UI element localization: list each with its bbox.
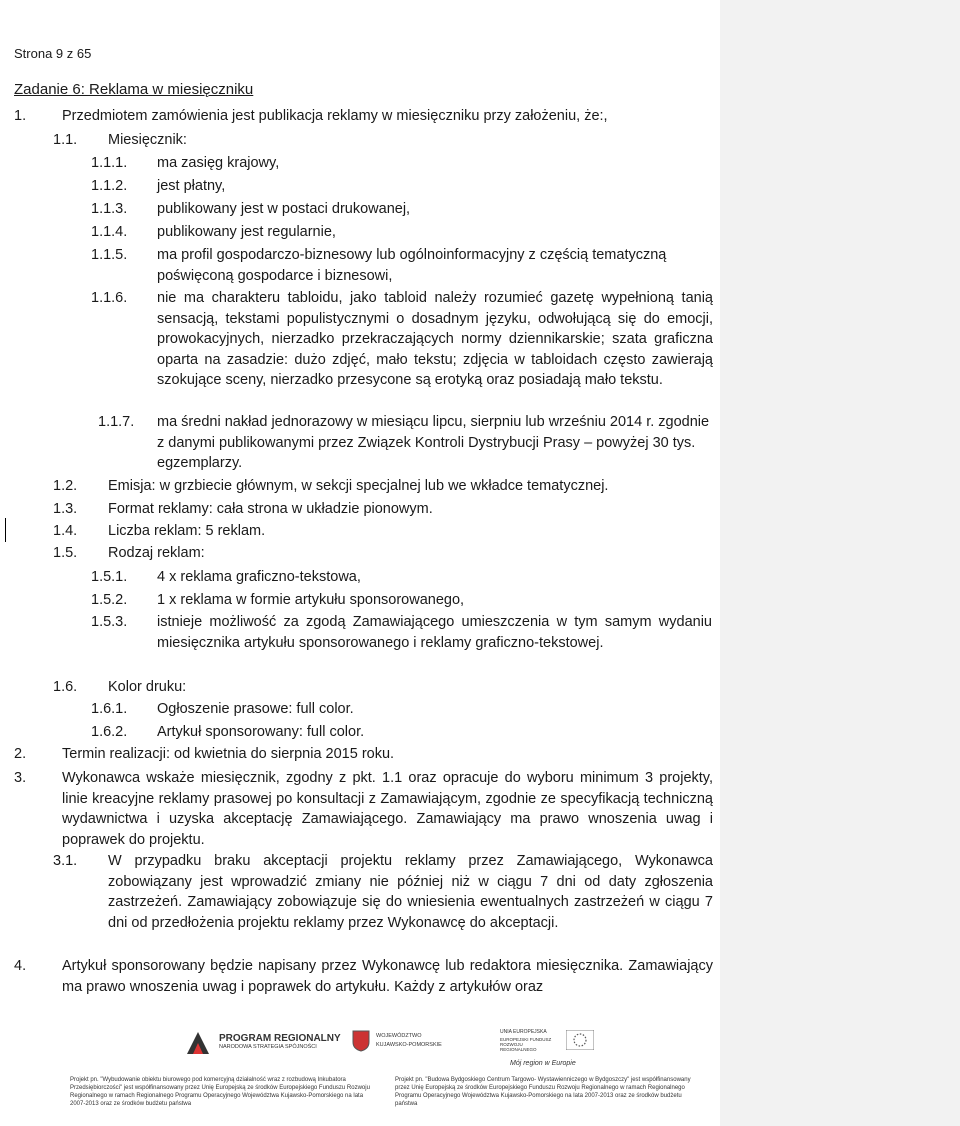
slogan-text: Mój region w Europie [510,1060,576,1067]
comment-margin-pane [720,0,960,1126]
item-text: ma profil gospodarczo-biznesowy lub ogólnoinformacyjny z częścią tematyczną poświęconą gospodarce i biznesowi, [157,247,667,284]
item-number: 1.4. [53,523,78,539]
item-text: 4 x reklama graficzno-tekstowa, [157,569,361,585]
item-text: Ogłoszenie prasowe: full color. [157,701,354,717]
eu-flag-icon [566,1030,594,1050]
item-text: istnieje możliwość za zgodą Zamawiającego umieszczenia w tym samym wydaniu miesięcznika artykułu sponsorowanego i reklamy graficzno-tekstowej. [157,614,712,651]
page-number: Strona 9 z 65 [14,46,92,61]
item-number: 1.5.1. [91,569,128,585]
item-number: 1.5.3. [91,614,128,630]
item-number: 4. [14,958,27,974]
item-text: Miesięcznik: [108,132,187,148]
item-number: 1.1.4. [91,224,128,240]
item-number: 1.1.1. [91,155,128,171]
item-text: publikowany jest w postaci drukowanej, [157,201,411,217]
item-text: Wykonawca wskaże miesięcznik, zgodny z pkt. 1.1 oraz opracuje do wyboru minimum 3 projekty, linie kreacyjne reklamy prasowej po konsultacji z Zamawiającym, zgodnie ze specyfikacją techniczną wydawnictwa i uzyska akceptację Zamawiającego. Zamawiający ma prawo wnoszenia uwag i poprawek do projektu. [62,770,713,848]
program-flag-icon [185,1030,211,1056]
region-logo [352,1030,446,1052]
task-title: Zadanie 6: Reklama w miesięczniku [14,81,254,98]
item-text: W przypadku braku akceptacji projektu reklamy przez Zamawiającego, Wykonawca zobowiązany jest wprowadzić zmiany nie później niż w ciągu 7 dni od daty zgłoszenia zastrzeżeń. Zamawiający zobowiązuje się do wniesienia ewentualnych zastrzeżeń w ciągu 7 dni od przedłożenia projektu reklamy przez Wykonawcę do akceptacji. [108,853,713,931]
item-number: 1.1.7. [98,414,135,430]
item-text: ma średni nakład jednorazowy w miesiącu lipcu, sierpniu lub wrześniu 2014 r. zgodnie z danymi publikowanymi przez Związek Kontroli Dystrybucji Prasy – powyżej 30 tys. egzemplarzy. [157,414,710,471]
project-note-left: Projekt pn. "Wybudowanie obiektu biurowego pod komercyjną działalność wraz z rozbudową Inkubatora Przedsiębiorczości" jest współfinansowany przez Unię Europejską ze środków Europejskiego Funduszu Rozwoju Regionalnego w ramach Regionalnego Programu Operacyjnego Województwa Kujawsko-Pomorskiego na lata 2007-2013 oraz ze środków budżetu państwa [70,1077,370,1107]
item-text: ma zasięg krajowy, [157,155,280,171]
item-number: 2. [14,746,27,762]
region-logo-text: WOJEWÓDZTWO KUJAWSKO-POMORSKIE [376,1033,442,1048]
item-text: nie ma charakteru tabloidu, jako tabloid należy rozumieć gazetę wypełnioną tanią sensacją, tekstami populistycznymi o dosadnym języku, odwołującą się do emocji, prowokacyjnych, nierzadko przekraczających normy dziennikarskie; szata graficzna oparta na zasadzie: dużo zdjęć, mało tekstu; zdjęcia w tabloidach często zawierają szokujące sceny, nierzadko przesycone są erotyką oraz posiadają mało tekstu. [157,290,713,388]
item-number: 1. [14,108,27,124]
item-number: 1.6.2. [91,724,128,740]
item-text: Format reklamy: cała strona w układzie pionowym. [108,501,433,517]
eu-logo-text: UNIA EUROPEJSKA [500,1029,547,1035]
item-number: 1.5. [53,545,78,561]
item-number: 1.1.5. [91,247,128,263]
item-number: 1.1.6. [91,290,128,306]
eu-logo-sub: EUROPEJSKI FUNDUSZ ROZWOJU REGIONALNEGO [500,1037,552,1052]
item-text: Rodzaj reklam: [108,545,205,561]
project-note-right: Projekt pn. "Budowa Bydgoskiego Centrum Targowo- Wystawienniczego w Bydgoszczy" jest współfinansowany przez Unię Europejską ze środków Europejskiego Funduszu Rozwoju Regionalnego w ramach Regionalnego Programu Operacyjnego Województwa Kujawsko-Pomorskiego na lata 2007-2013 oraz ze środków budżetu państwa [395,1077,691,1107]
item-number: 1.2. [53,478,78,494]
item-text: Artykuł sponsorowany: full color. [157,724,365,740]
item-number: 1.1.2. [91,178,128,194]
item-number: 3. [14,770,27,786]
item-number: 1.6.1. [91,701,128,717]
item-number: 1.6. [53,679,78,695]
item-text: jest płatny, [157,178,226,194]
item-text: publikowany jest regularnie, [157,224,336,240]
item-text: Emisja: w grzbiecie głównym, w sekcji specjalnej lub we wkładce tematycznej. [108,478,609,494]
revision-change-bar [5,518,6,542]
item-text: Przedmiotem zamówienia jest publikacja reklamy w miesięczniku przy założeniu, że:, [62,108,608,124]
eu-logo [500,1028,594,1052]
item-number: 3.1. [53,853,78,869]
item-text: Kolor druku: [108,679,187,695]
program-logo-sub: NARODOWA STRATEGIA SPÓJNOŚCI [219,1044,317,1050]
item-text: Artykuł sponsorowany będzie napisany przez Wykonawcę lub redaktora miesięcznika. Zamawiający ma prawo wnoszenia uwag i poprawek do artykułu. Każdy z artykułów oraz [62,958,713,995]
item-number: 1.1. [53,132,78,148]
item-number: 1.1.3. [91,201,128,217]
item-number: 1.5.2. [91,592,128,608]
item-text: Liczba reklam: 5 reklam. [108,523,266,539]
program-logo-text: PROGRAM REGIONALNY [219,1033,341,1044]
region-crest-icon [352,1030,370,1052]
item-number: 1.3. [53,501,78,517]
footer [0,1010,720,1126]
item-text: 1 x reklama w formie artykułu sponsorowanego, [157,592,465,608]
program-regionalny-logo [185,1030,341,1056]
item-text: Termin realizacji: od kwietnia do sierpnia 2015 roku. [62,746,395,762]
